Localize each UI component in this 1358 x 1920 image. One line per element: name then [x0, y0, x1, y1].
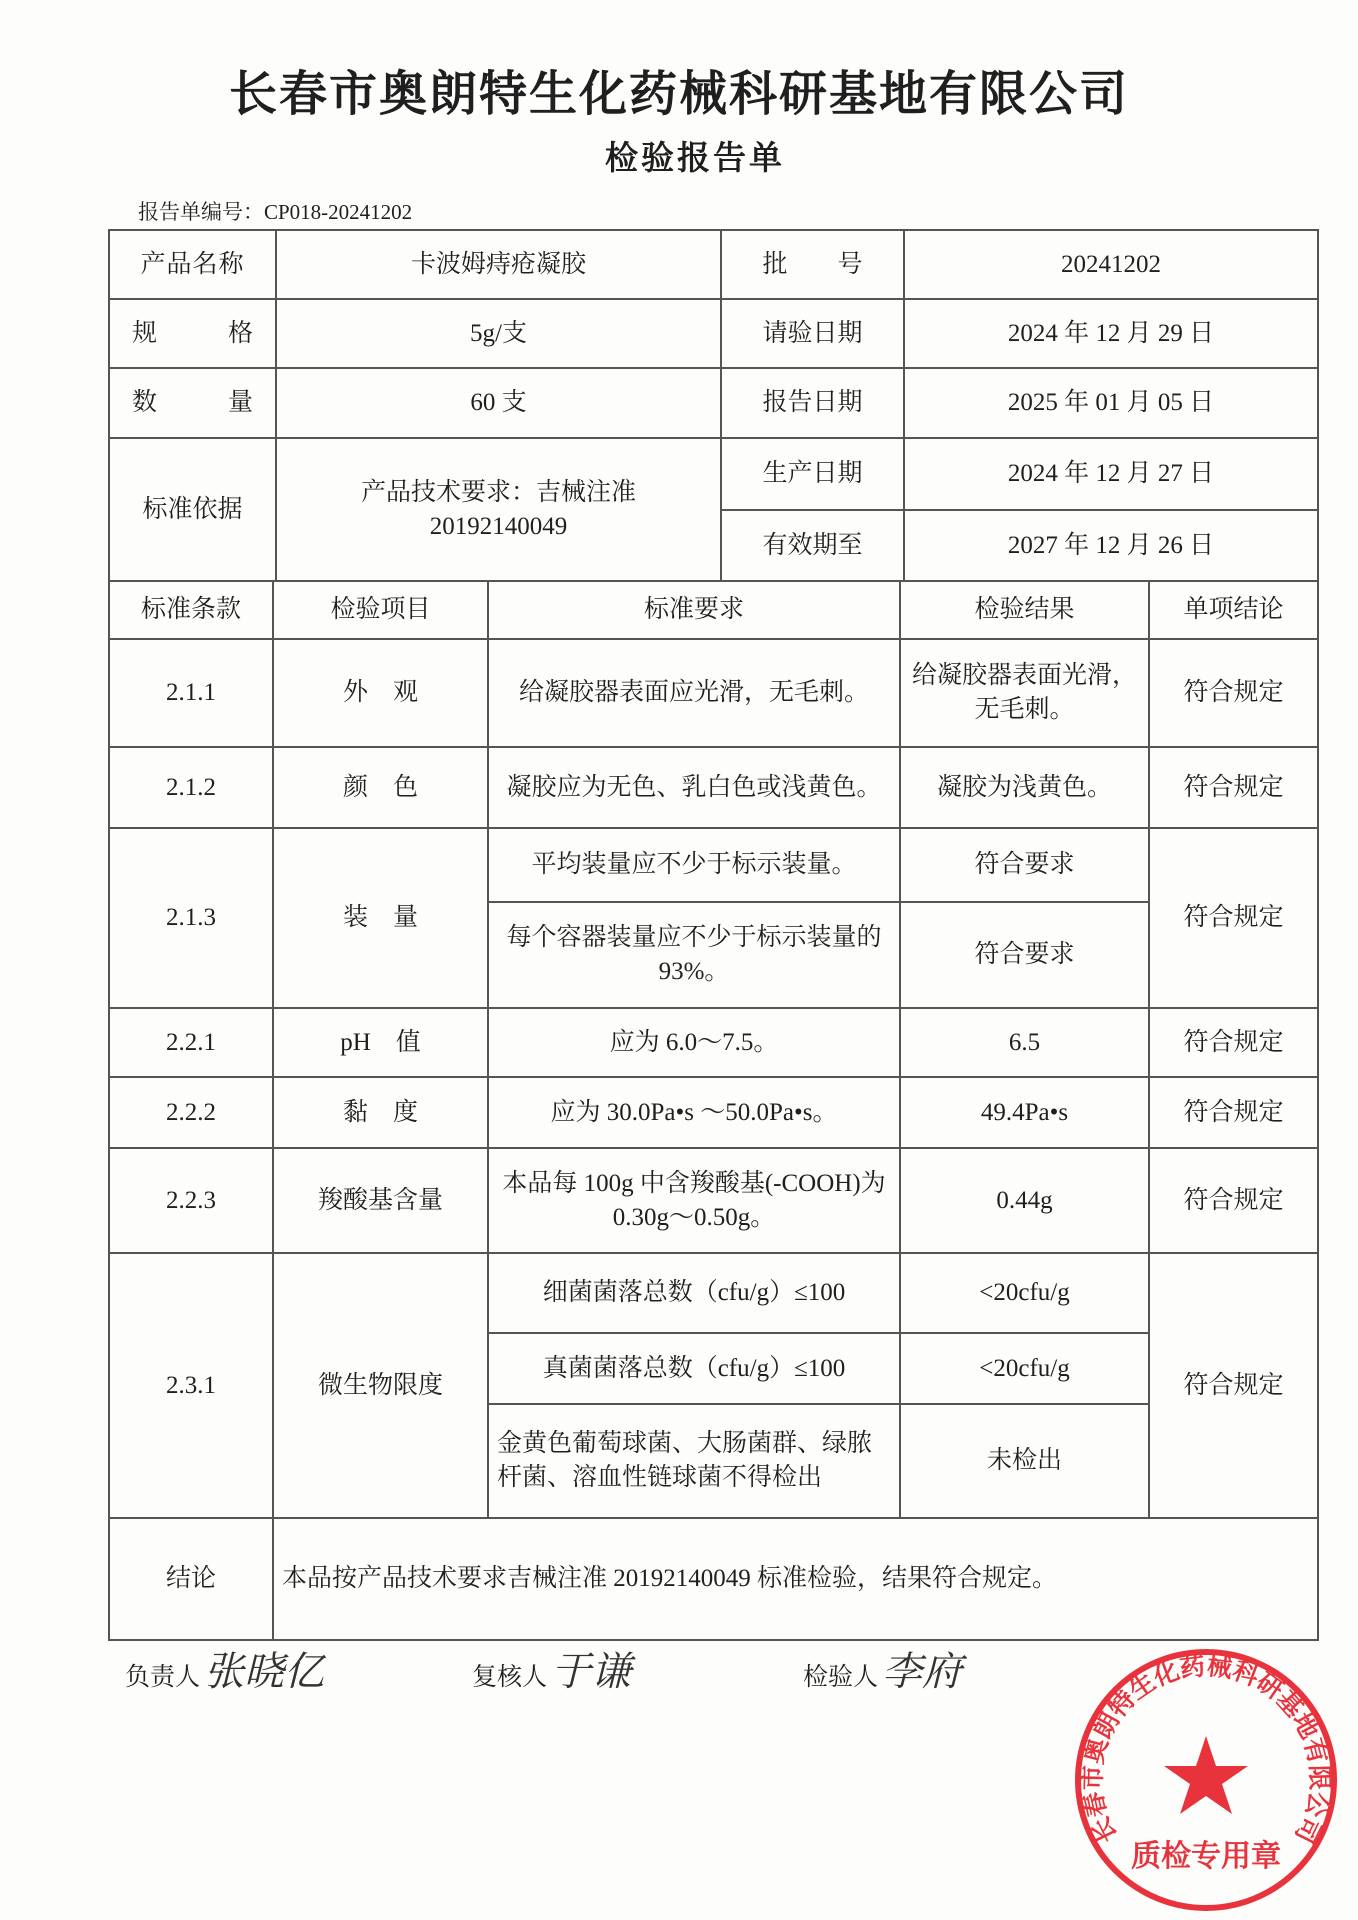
clause: 2.1.1 [109, 639, 273, 747]
clause: 2.3.1 [109, 1253, 273, 1518]
inspector-signature [803, 1640, 962, 1697]
result: 凝胶为浅黄色。 [900, 747, 1149, 828]
quantity-value: 60 支 [276, 368, 721, 438]
column-header: 单项结论 [1149, 581, 1318, 639]
spec-label [109, 299, 276, 368]
report-number-label: 报告单编号： [138, 200, 264, 224]
requirement: 每个容器装量应不少于标示装量的 93%。 [488, 902, 900, 1008]
requirement: 应为 30.0Pa•s ～50.0Pa•s。 [488, 1077, 900, 1148]
item-conclusion: 符合规定 [1149, 1148, 1318, 1253]
item-conclusion: 符合规定 [1149, 1077, 1318, 1148]
requirement: 平均装量应不少于标示装量。 [488, 828, 900, 902]
quantity-label [109, 368, 276, 438]
report-date-label: 报告日期 [721, 368, 904, 438]
test-item: 微生物限度 [273, 1253, 488, 1518]
table-row [109, 1008, 1318, 1077]
request-date: 2024 年 12 月 29 日 [904, 299, 1318, 368]
reviewer-signature [472, 1640, 631, 1697]
clause: 2.2.1 [109, 1008, 273, 1077]
item-conclusion: 符合规定 [1149, 1253, 1318, 1518]
table-row [109, 1077, 1318, 1148]
production-date: 2024 年 12 月 27 日 [904, 438, 1318, 510]
handwritten-signature: 于谦 [551, 1649, 632, 1695]
test-item: 羧酸基含量 [273, 1148, 488, 1253]
quality-inspection-stamp [1070, 1644, 1342, 1916]
conclusion-text: 本品按产品技术要求吉械注准 20192140049 标准检验，结果符合规定。 [273, 1518, 1318, 1640]
stamp-ring-text: 长春市奥朗特生化药械科研基地有限公司 [1079, 1653, 1333, 1847]
quantity-label-char: 量 [227, 389, 253, 417]
batch-label: 批 号 [721, 230, 904, 299]
item-conclusion: 符合规定 [1149, 639, 1318, 747]
spec-label-char: 规 [132, 319, 158, 347]
result: 6.5 [900, 1008, 1149, 1077]
test-item: 黏 度 [273, 1077, 488, 1148]
table-row [109, 639, 1318, 747]
test-item: 外 观 [273, 639, 488, 747]
conclusion-label: 结论 [109, 1518, 273, 1640]
handwritten-signature: 张晓亿 [204, 1649, 325, 1695]
standard-number: 20192140049 [429, 512, 568, 540]
clause: 2.1.2 [109, 747, 273, 828]
requirement: 应为 6.0～7.5。 [488, 1008, 900, 1077]
requirement: 真菌菌落总数（cfu/g）≤100 [488, 1333, 900, 1404]
table-row [109, 828, 1318, 902]
item-conclusion: 符合规定 [1149, 1008, 1318, 1077]
company-name: 长春市奥朗特生化药械科研基地有限公司 [228, 66, 1129, 122]
clause: 2.1.3 [109, 828, 273, 1008]
column-header: 标准要求 [488, 581, 900, 639]
quantity-label-char: 数 [132, 389, 158, 417]
test-results-table [108, 580, 1319, 1641]
requirement: 凝胶应为无色、乳白色或浅黄色。 [488, 747, 900, 828]
standard-basis [276, 438, 721, 581]
clause: 2.2.2 [109, 1077, 273, 1148]
star-icon [1164, 1736, 1248, 1814]
result: 0.44g [900, 1148, 1149, 1253]
responsible-label: 负责人 [125, 1664, 201, 1691]
document-title: 检验报告单 [605, 138, 785, 177]
result: <20cfu/g [900, 1333, 1149, 1404]
column-header: 检验结果 [900, 581, 1149, 639]
result: <20cfu/g [900, 1253, 1149, 1333]
stamp-center-text: 质检专用章 [1131, 1840, 1281, 1873]
result: 49.4Pa•s [900, 1077, 1149, 1148]
standard-line: 产品技术要求：吉械注准 [360, 478, 636, 506]
requirement: 金黄色葡萄球菌、大肠菌群、绿脓杆菌、溶血性链球菌不得检出 [488, 1404, 900, 1518]
table-row [109, 1148, 1318, 1253]
product-name: 卡波姆痔疮凝胶 [276, 230, 721, 299]
item-conclusion: 符合规定 [1149, 747, 1318, 828]
result: 未检出 [900, 1404, 1149, 1518]
responsible-signature [125, 1640, 324, 1697]
reviewer-label: 复核人 [472, 1664, 548, 1691]
report-number-value: CP018-20241202 [264, 200, 413, 224]
table-row [109, 747, 1318, 828]
expiry-label: 有效期至 [721, 510, 904, 581]
inspector-label: 检验人 [803, 1664, 879, 1691]
item-conclusion: 符合规定 [1149, 828, 1318, 1008]
column-header: 检验项目 [273, 581, 488, 639]
spec-value: 5g/支 [276, 299, 721, 368]
result: 给凝胶器表面光滑，无毛刺。 [900, 639, 1149, 747]
result: 符合要求 [900, 902, 1149, 1008]
expiry-date: 2027 年 12 月 26 日 [904, 510, 1318, 581]
table-row [109, 1253, 1318, 1333]
stamp-ring [1078, 1652, 1334, 1908]
product-info-table [108, 229, 1319, 582]
requirement: 细菌菌落总数（cfu/g）≤100 [488, 1253, 900, 1333]
test-item: 装 量 [273, 828, 488, 1008]
batch-number: 20241202 [904, 230, 1318, 299]
handwritten-signature: 李府 [882, 1649, 963, 1695]
test-item: pH 值 [273, 1008, 488, 1077]
requirement: 给凝胶器表面应光滑，无毛刺。 [488, 639, 900, 747]
conclusion-row [109, 1518, 1318, 1640]
production-date-label: 生产日期 [721, 438, 904, 510]
result: 符合要求 [900, 828, 1149, 902]
spec-label-char: 格 [227, 319, 253, 347]
standard-label: 标准依据 [109, 438, 276, 581]
product-name-label: 产品名称 [109, 230, 276, 299]
test-item: 颜 色 [273, 747, 488, 828]
clause: 2.2.3 [109, 1148, 273, 1253]
report-number [138, 196, 412, 226]
requirement: 本品每 100g 中含羧酸基(-COOH)为 0.30g～0.50g。 [488, 1148, 900, 1253]
request-date-label: 请验日期 [721, 299, 904, 368]
report-date: 2025 年 01 月 05 日 [904, 368, 1318, 438]
column-header: 标准条款 [109, 581, 273, 639]
